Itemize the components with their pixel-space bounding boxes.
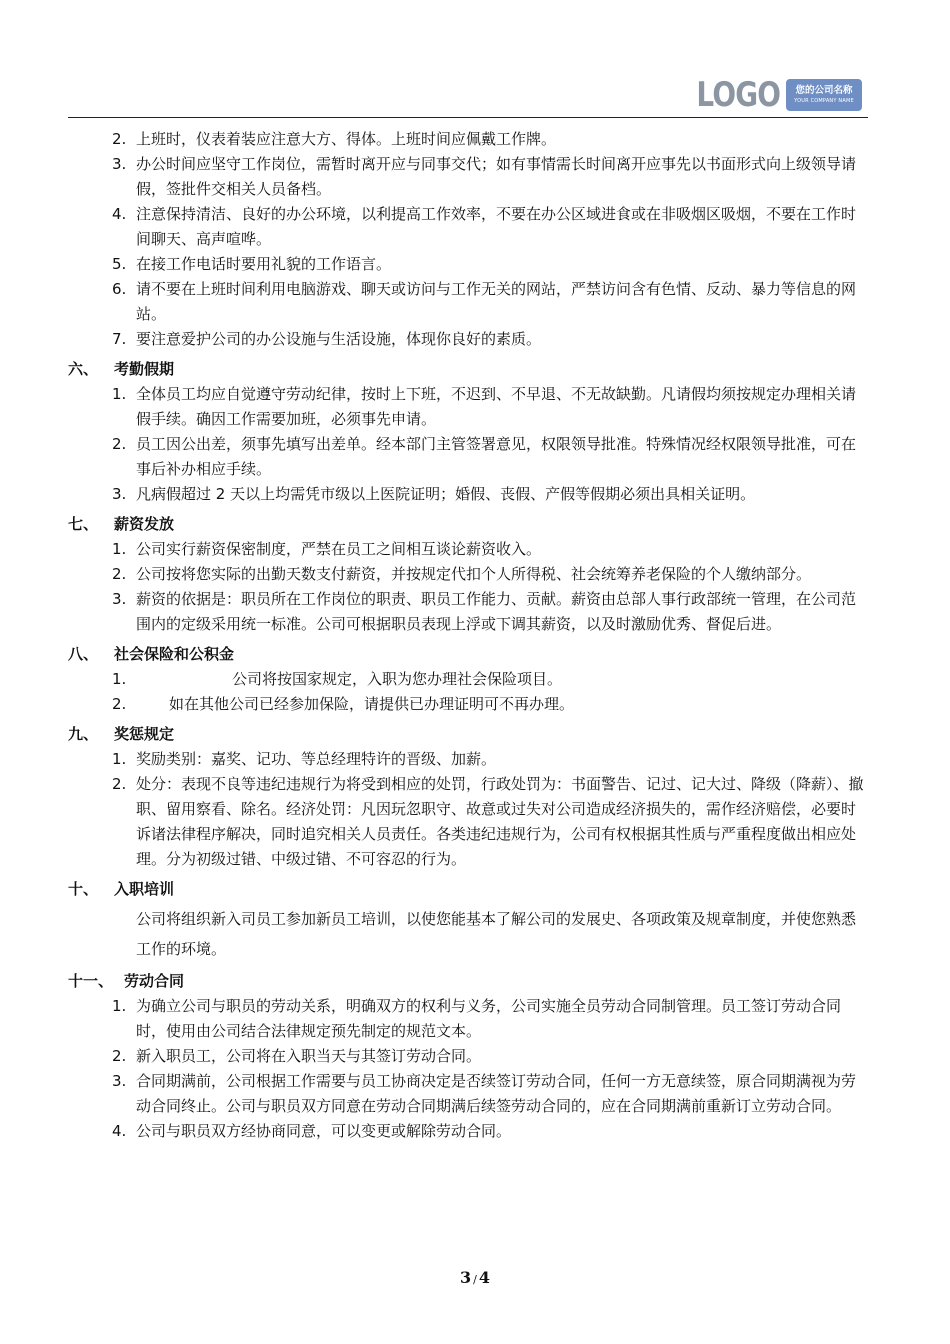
page-number: [0, 1268, 950, 1287]
section-heading-rewards: 九、 奖惩规定: [68, 725, 175, 743]
list-item: 2. 公司按将您实际的出勤天数支付薪资，并按规定代扣个人所得税、社会统筹养老保险的个人缴纳部分。: [112, 565, 812, 583]
list-item: 4. 公司与职员双方经协商同意，可以变更或解除劳动合同。: [112, 1122, 512, 1140]
page-separator: /: [473, 1273, 477, 1286]
list-item: 2. 处分：表现不良等违纪违规行为将受到相应的处罚，行政处罚为：书面警告、记过、记大过、降级（降薪）、撤职、留用察看、除名。经济处罚：凡因玩忽职守、故意或过失对公司造成经济损失的，需作经济赔偿，必要时诉诸法律程序解决，同时追究相关人员责任。各类违纪违规行为，公司有权根据其性质与严重程度做出相应处理。分为初级过错、中级过错、不可容忍的行为。: [112, 775, 864, 868]
list-item: 1. 奖励类别：嘉奖、记功、等总经理特许的晋级、加薪。: [112, 750, 497, 768]
list-item: 3. 合同期满前，公司根据工作需要与员工协商决定是否续签订劳动合同，任何一方无意续签，原合同期满视为劳动合同终止。公司与职员双方同意在劳动合同期满后续签劳动合同的，应在合同期满前重新订立劳动合同。: [112, 1072, 857, 1115]
total-pages: 4: [478, 1268, 490, 1287]
section-heading-salary: 七、 薪资发放: [68, 515, 175, 533]
section-heading-insurance: 八、 社会保险和公积金: [68, 645, 235, 663]
current-page: 3: [460, 1268, 472, 1287]
list-item: 3. 办公时间应坚守工作岗位，需暂时离开应与同事交代；如有事情需长时间离开应事先以书面形式向上级领导请假，签批件交相关人员备档。: [112, 155, 857, 198]
list-item: 2. 新入职员工，公司将在入职当天与其签订劳动合同。: [112, 1047, 482, 1065]
section-heading-contract: 十一、 劳动合同: [68, 972, 185, 990]
document-body: [68, 127, 868, 1144]
list-item: 1. 公司实行薪资保密制度，严禁在员工之间相互谈论薪资收入。: [112, 540, 542, 558]
section-heading-attendance: 六、 考勤假期: [68, 360, 175, 378]
list-item: 7. 要注意爱护公司的办公设施与生活设施，体现你良好的素质。: [112, 330, 542, 348]
logo-text: LOGO: [696, 75, 780, 115]
list-item: 5. 在接工作电话时要用礼貌的工作语言。: [112, 255, 392, 273]
list-item: 3. 薪资的依据是：职员所在工作岗位的职责、职员工作能力、贡献。薪资由总部人事行政部统一管理，在公司范围内的定级采用统一标准。公司可根据职员表现上浮或下调其薪资，以及时激励优秀、督促后进。: [112, 590, 857, 633]
section-heading-training: 十、 入职培训: [68, 880, 175, 898]
list-item: 2. 员工因公出差，须事先填写出差单。经本部门主管签署意见，权限领导批准。特殊情况经权限领导批准，可在事后补办相应手续。: [112, 435, 857, 478]
list-item: 2. 上班时，仪表着装应注意大方、得体。上班时间应佩戴工作牌。: [112, 130, 557, 148]
list-item: 1. 为确立公司与职员的劳动关系，明确双方的权利与义务，公司实施全员劳动合同制管理。员工签订劳动合同时，使用由公司结合法律规定预先制定的规范文本。: [112, 997, 842, 1040]
list-item: 6. 请不要在上班时间利用电脑游戏、聊天或访问与工作无关的网站，严禁访问含有色情、反动、暴力等信息的网站。: [112, 280, 857, 323]
company-name-en: YOUR COMPANY NAME: [794, 98, 854, 104]
list-item: 1. 全体员工均应自觉遵守劳动纪律，按时上下班，不迟到、不早退、不无故缺勤。凡请假均须按规定办理相关请假手续。确因工作需要加班，必须事先申请。: [112, 385, 857, 428]
company-name: 您的公司名称: [795, 85, 853, 96]
list-item: 2. 如在其他公司已经参加保险，请提供已办理证明可不再办理。: [112, 695, 575, 713]
list-item: 3. 凡病假超过 2 天以上均需凭市级以上医院证明；婚假、丧假、产假等假期必须出具相关证明。: [112, 485, 756, 503]
paragraph: 公司将组织新入司员工参加新员工培训，以使您能基本了解公司的发展史、各项政策及规章制度，并使您熟悉工作的环境。: [136, 910, 857, 958]
header-divider: [68, 117, 868, 118]
company-logo: [678, 75, 862, 115]
company-name-badge: [786, 79, 862, 111]
list-item: 1. 公司将按国家规定，入职为您办理社会保险项目。: [112, 670, 563, 688]
list-item: 4. 注意保持清洁、良好的办公环境，以利提高工作效率，不要在办公区域进食或在非吸烟区吸烟，不要在工作时间聊天、高声喧哗。: [112, 205, 857, 248]
